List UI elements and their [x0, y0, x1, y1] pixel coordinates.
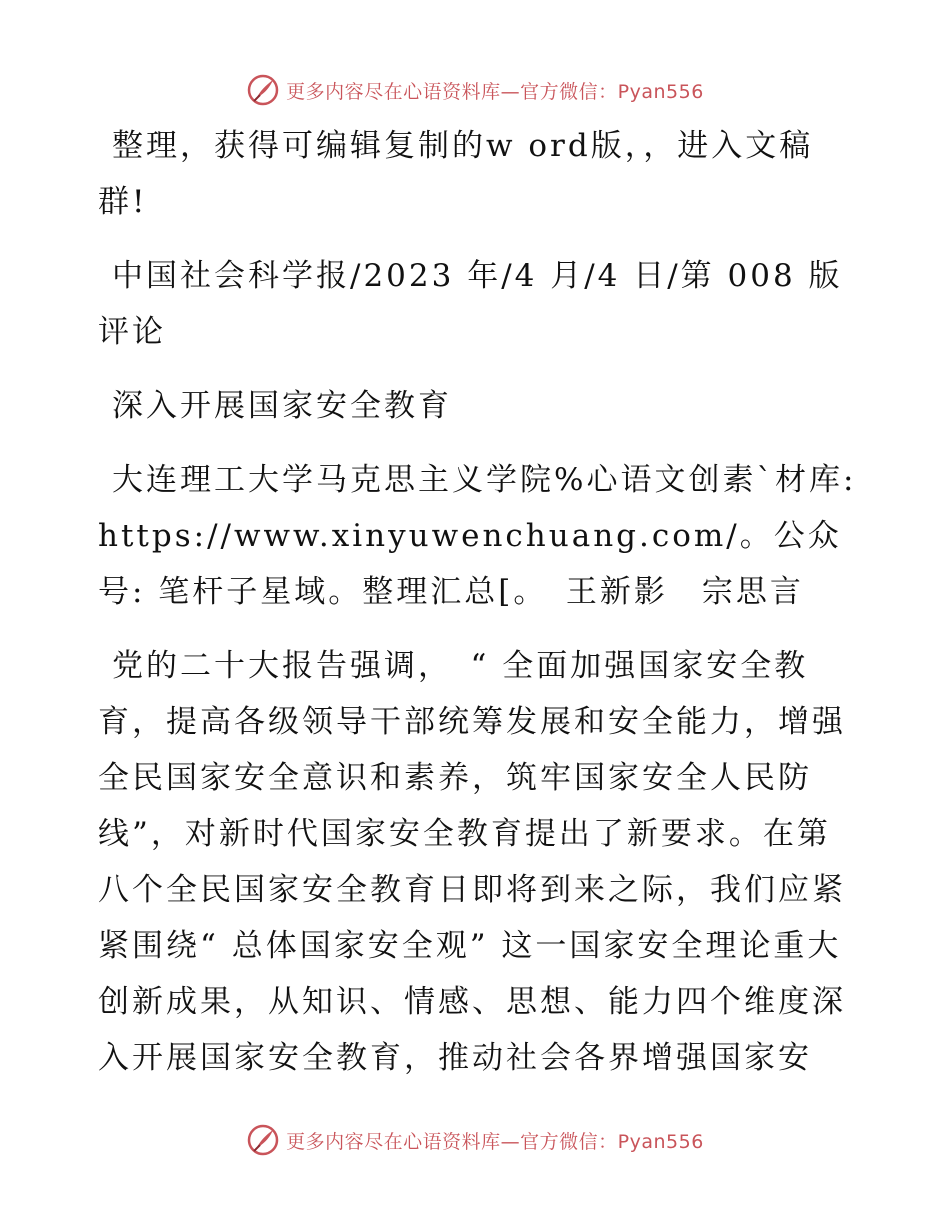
paragraph-first-line: 深入开展国家安全教育: [112, 388, 452, 424]
paragraph-source: [98, 248, 858, 360]
paragraph-first-line: 党的二十大报告强调， “ 全面加强国家安全教: [112, 648, 809, 684]
paragraph-rest: 库: https://www.xinyuwenchuang.com/。公众号: 笔杆子星域。整理汇总[。 王新影 宗思言: [98, 462, 857, 610]
paragraph-authors: [98, 452, 858, 620]
paragraph-intro: [98, 118, 858, 230]
paragraph-first-line: 大连理工大学马克思主义学院%心语文创素`材: [112, 462, 809, 498]
paragraph-first-line: 中国社会科学报/2023 年/4 月/4 日/第 008 版: [112, 258, 843, 294]
feather-quill-icon: [246, 1123, 280, 1157]
header-watermark-banner: [0, 70, 950, 110]
watermark-text: 更多内容尽在心语资料库—官方微信：Pyan556: [286, 80, 704, 103]
document-body: [98, 118, 858, 1104]
watermark-text: 更多内容尽在心语资料库—官方微信：Pyan556: [286, 1130, 704, 1153]
paragraph-rest: 育，提高各级领导干部统筹发展和安全能力，增强全民国家安全意识和素养，筑牢国家安全人民防线”，对新时代国家安全教育提出了新要求。在第八个全民国家安全教育日即将到来之际，我们应紧紧围绕“ 总体国家安全观” 这一国家安全理论重大创新成果，从知识、情感、思想、能力四个维度深入开展国家安全教育，推动社会各界增强国家安: [98, 704, 846, 1076]
paragraph-rest: 评论: [98, 314, 166, 350]
footer-watermark-banner: [0, 1120, 950, 1160]
paragraph-rest: 群!: [98, 184, 148, 220]
feather-quill-icon: [246, 73, 280, 107]
paragraph-first-line: 整理，获得可编辑复制的w ord版，，进入文稿: [112, 128, 814, 164]
article-title: [98, 378, 858, 434]
paragraph-body: [98, 638, 858, 1086]
